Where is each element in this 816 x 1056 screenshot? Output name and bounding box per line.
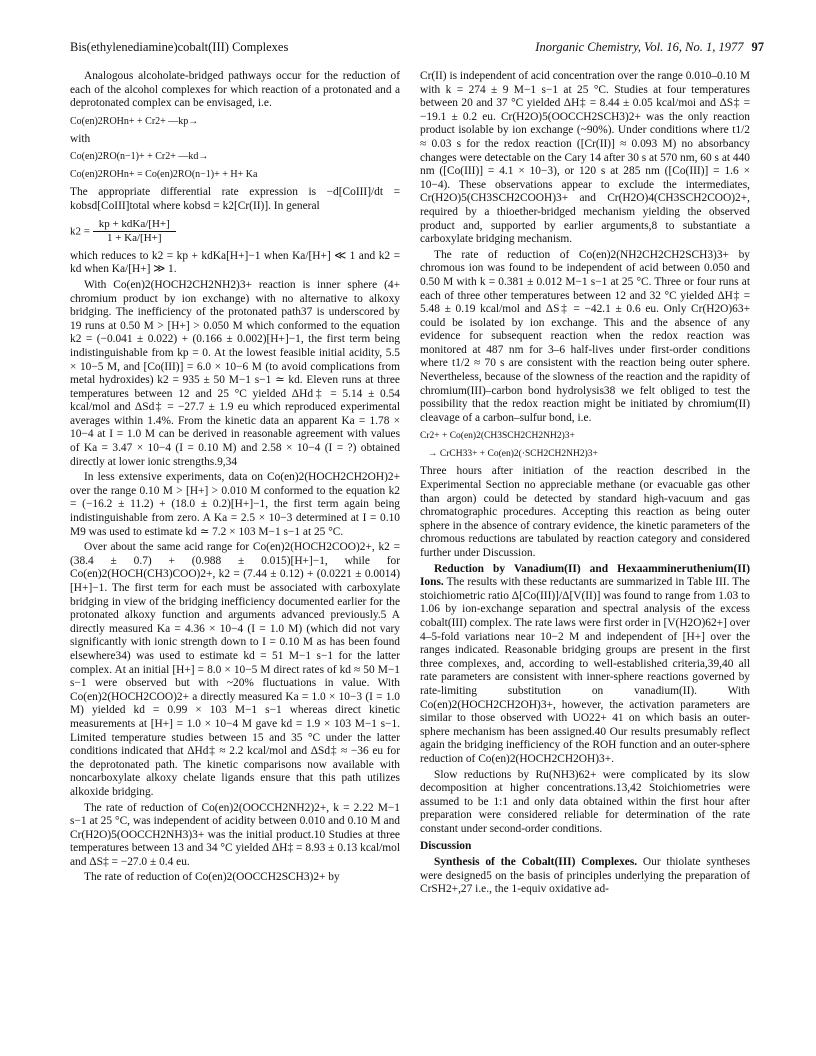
right-column [420,70,750,899]
paragraph: The appropriate differential rate expression is −d[CoIII]/dt = kobsd[CoIII]total where kobsd = k2[Cr(II)]. In general [70,186,400,212]
paragraph: Three hours after initiation of the reaction described in the Experimental Section no appreciable methane (or evacuable gas other than argon) could be detected by standard high-vacuum and gas chromatographic procedures. Accepting this reaction as being outer sphere in the absence of contrary evidence, the kinetic parameters of the chromous reductions are tabulated by reaction category and considered further under Discussion. [420,465,750,559]
paragraph-synthesis [420,856,750,897]
k2-lhs: k2 = [70,225,90,238]
section-head-vanadium: Reduction by Vanadium(II) and Hexaammineruthenium(II) Ions. [420,562,750,589]
equation-acid-dissociation: Co(en)2ROHn+ = Co(en)2RO(n−1)+ + H+ Ka [70,169,258,181]
paragraph: Slow reductions by Ru(NH3)62+ were complicated by its slow decomposition at higher concentrations.13,42 Stoichiometries were assumed to be 1:1 and only data obtained within the first hour after preparation were considered reliable for determination of the rate constant under second-order conditions. [420,768,750,835]
section-heading-discussion: Discussion [420,840,472,853]
paragraph-text: The results with these reductants are summarized in Table III. The stoichiometric ratio Δ[Co(III)]/Δ[V(II)] was found to range from 1.03 to 1.06 by ion-exchange separation and spectral analysis of the excess cobalt(III) complex. The rate laws were first order in [V(H2O)62+] over 4–5-fold variations near 10−2 M and independent of [H+] over the ranges indicated. Reasonable bridging groups are present in the first three complexes, and, according to well-established criteria,39,40 all rate parameters are consistent with inner-sphere reactions governed by rate-limiting substitution on vanadium(II). With Co(en)2(HOCH2CH2OH)3+, however, the activation parameters are similar to those observed with UO22+ 41 on which basis an outer-sphere mechanism has been assigned.40 Our results presumably reflect again the bridging inefficiency of the ROH function and an outer-sphere reduction of Co(en)2(HOCH2CH2OH)3+. [420,576,750,765]
paragraph: Analogous alcoholate-bridged pathways occur for the reduction of each of the alcohol complexes for which reaction of a protonated and a deprotonated complex can be envisaged, i.e. [70,70,400,110]
equation-cleavage-reactants: Cr2+ + Co(en)2(CH3SCH2CH2NH2)3+ [420,431,575,442]
equation-deprotonated-path: Co(en)2RO(n−1)+ + Cr2+ —kd→ [70,151,209,163]
paragraph: With Co(en)2(HOCH2CH2NH2)3+ reaction is inner sphere (4+ chromium product by ion exchange) with no alternative to alkoxy bridging. The inefficiency of the protonated path37 is underscored by 19 runs at 0.50 M > [H+] > 0.050 M which conformed to the equation k2 = (−0.041 ± 0.022) + (0.166 ± 0.002)[H+]−1, the first term being indistinguishable from kp = 0. At the lowest feasible initial acidity, 5.5 × 10−5 M, and [Co(III)] = 6.0 × 10−6 M (to avoid complications from metal hydroxides) k2 = 935 ± 50 M−1 s−1 ≃ kd. Eleven runs at three temperatures between 12 and 25 °C yielded ΔHd‡ = 5.14 ± 0.54 kcal/mol and ΔSd‡ = −27.7 ± 1.9 eu which reproduced experimental averages within 1.4%. From the kinetic data an apparent Ka = 1.78 × 10−4 at I = 1.0 M can be derived in reasonable agreement with values of Ka = 3.47 × 10−4 (I = 0.10 M) and 2.58 × 10−4 (I = ?) obtained directly at lower ionic strengths.9,34 [70,278,400,468]
journal-citation: Inorganic Chemistry, Vol. 16, No. 1, 1977 [535,40,744,54]
k2-denominator: 1 + Ka/[H+] [106,232,162,245]
paragraph: The rate of reduction of Co(en)2(NH2CH2CH2SCH3)3+ by chromous ion was found to be independent of acid between 0.050 and 0.50 M with k = 0.381 ± 0.012 M−1 s−1 at 25 °C. Three or four runs at each of three other temperatures between 12 and 32 °C yielded ΔH‡ = 5.48 ± 0.19 kcal/mol and ΔS‡ = −42.1 ± 0.6 eu. Only Cr(H2O)63+ could be isolated by ion exchange. This and the absence of any evidence for subsequent reaction when the redox reaction was monitored at 487 nm for 3–6 half-lives under first-order conditions where t1/2 ≈ 70 s are consistent with the reaction being outer sphere. Nevertheless, because of the slowness of the reaction and the rapidity of chromium(III)–carbon bond hydrolysis38 we felt obliged to test the possibility that the redox reaction might be initiated by chromium(II) cleavage of a carbon–sulfur bond, i.e. [420,248,750,424]
section-head-synthesis: Synthesis of the Cobalt(III) Complexes. [434,856,638,869]
k2-numerator: kp + kdKa/[H+] [93,218,176,233]
paragraph-text: Our thiolate syntheses were designed5 on the basis of principles underlying the preparation of CrSH2+,27 i.e., the 1-equiv oxidative ad- [420,856,751,896]
paragraph: Cr(II) is independent of acid concentration over the range 0.010–0.10 M with k = 274 ± 9 M−1 s−1 at 25 °C. Studies at four temperatures between 20 and 37 °C yielded ΔH‡ = 8.44 ± 0.05 kcal/moi and ΔS‡ = −19.1 ± 0.2 eu. Cr(H2O)5(OOCCH2SCH3)2+ was the only reaction product isolable by ion exchange (~90%). Under conditions where t1/2 ≈ 0.03 s for the redox reaction ([Cr(II)] ≈ 0.093 M) no absorbancy changes were detectable on the Cary 14 after 30 s at 570 nm, 60 s at 440 nm ([Co(III)] = 4.1 × 10−3), or 120 s at 285 nm ([Co(III)] = 1.6 × 10−4). These observations appear to exclude the intermediates, Cr(H2O)5(CH3SCH2COOH)3+ and Cr(H2O)4(CH3SCH2COO)2+, required by a thioether-bridged mechanism yielding the observed product and, supported by earlier arguments,8 to substantiate a carboxylate bridging mechanism. [420,70,750,246]
equation-protonated-path: Co(en)2ROHn+ + Cr2+ —kp→ [70,115,199,127]
header-journal [535,40,764,55]
paragraph: which reduces to k2 = kp + kdKa[H+]−1 when Ka/[H+] ≪ 1 and k2 = kd when Ka/[H+] ≫ 1. [70,249,400,276]
equation-cleavage-products: → CrCH33+ + Co(en)2(·SCH2CH2NH2)3+ [428,449,598,460]
paragraph-reduction-vanadium [420,563,750,767]
paragraph: In less extensive experiments, data on Co(en)2(HOCH2CH2OH)2+ over the range 0.10 M > [H+] > 0.010 M conformed to the equation k2 = (−16.2 ± 11.2) + (18.0 ± 0.2)[H+]−1, the first term again being indistinguishable from zero. A Ka = 2.5 × 10−3 determined at I = 0.10 M9 was used to estimate kd ≃ 7.2 × 103 M−1 s−1 at 25 °C. [70,471,400,538]
paragraph: Over about the same acid range for Co(en)2(HOCH2COO)2+, k2 = (38.4 ± 0.7) + (0.988 ± 0.015)[H+]−1, while for Co(en)2(HOCH(CH3)COO)2+, k2 = (7.44 ± 0.12) + (0.0221 ± 0.0014)[H+]−1. The first term for each must be associated with carboxylate bridging in view of the bridging inefficiency documented earlier for the protonated alkoxy function and arguments advanced previously.5 A directly measured Ka = 4.36 × 10−4 (I = 1.0 M) (which did not vary significantly with ionic strength down to I = 0.10 M as has been found elsewhere34) was used to estimate kd = 51 M−1 s−1 for the latter complex. At an initial [H+] = 8.0 × 10−5 M direct rates of kd ≈ 50 M−1 s−1 were observed but with ~20% fluctuations in value. With Co(en)2(HOCH2COO)2+ a directly measured Ka = 1.0 × 10−3 (I = 1.0 M) yielded kd = 0.99 × 103 M−1 s−1 whereas direct kinetic measurements at [H+] = 1.0 × 10−4 M gave kd = 1.9 × 103 M−1 s−1. Limited temperature studies between 15 and 35 °C under the latter conditions indicated that ΔHd‡ ≈ 2.2 kcal/mol and ΔSd‡ ≈ −36 eu for the deprotonated path. The kinetic comparisons now available with noncarboxylate alkoxy chelate ligands ensure that this path utilizes alkoxide bridging. [70,541,400,798]
paragraph: The rate of reduction of Co(en)2(OOCCH2SCH3)2+ by [84,871,340,884]
running-header [70,40,764,58]
left-column [70,70,400,887]
header-title: Bis(ethylenediamine)cobalt(III) Complexes [70,40,289,54]
page-number: 97 [751,40,764,54]
paragraph-with: with [70,132,91,145]
paragraph: The rate of reduction of Co(en)2(OOCCH2NH2)2+, k = 2.22 M−1 s−1 at 25 °C, was independent of acidity between 0.010 and 0.10 M and Cr(H2O)5(OOCCH2NH3)3+ was the initial product.10 Studies at three temperatures between 13 and 34 °C yielded ΔH‡ = 8.93 ± 0.13 kcal/mol and ΔS‡ = −27.0 ± 0.4 eu. [70,801,400,868]
rate-equation-k2 [70,218,400,246]
